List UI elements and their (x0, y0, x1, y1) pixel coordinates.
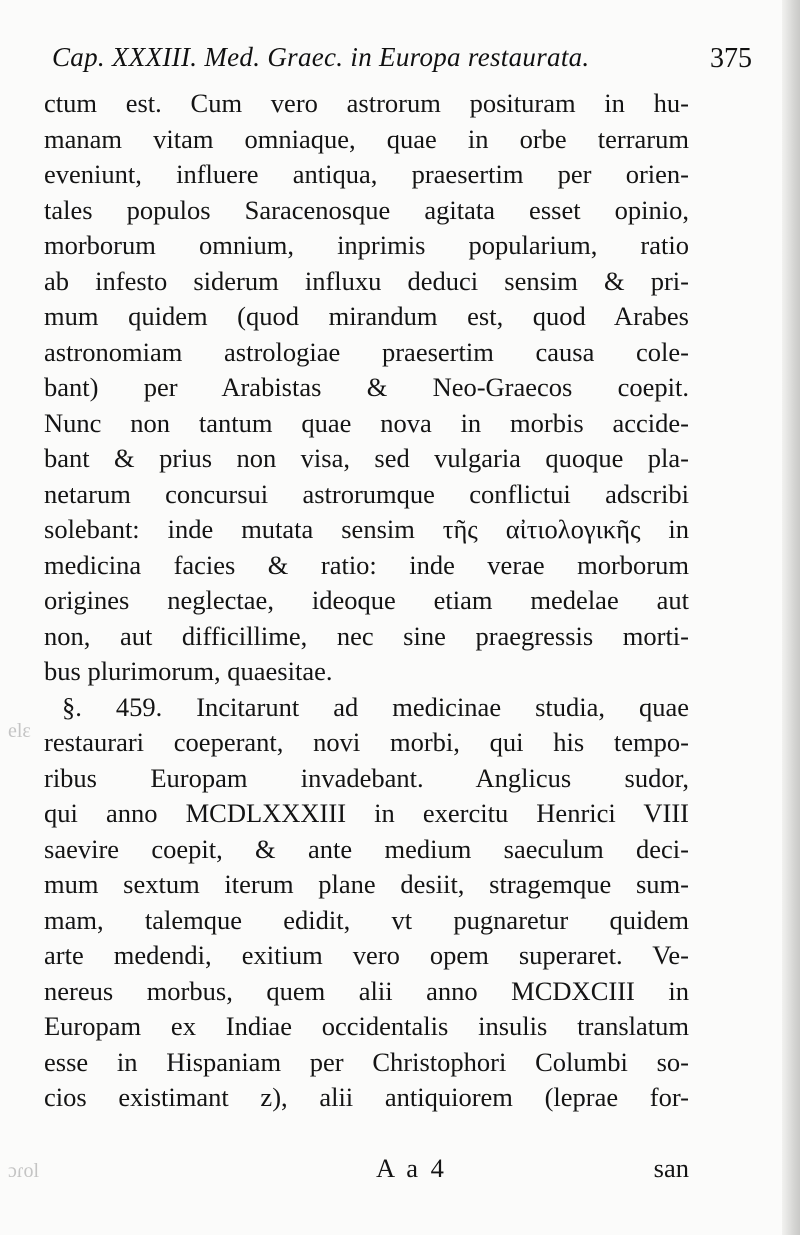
text-line: nereus morbus, quem alii anno MCDXCIII in (44, 975, 689, 1006)
text-line: netarum concursui astrorumque conflictui adscribi (44, 478, 689, 509)
text-line: mam, talemque edidit, vt pugnaretur quidem (44, 904, 689, 935)
section-heading-line: §. 459. Incitarunt ad medicinae studia, quae (62, 691, 689, 722)
text-line: ribus Europam invadebant. Anglicus sudor, (44, 762, 689, 793)
text-line: restaurari coeperant, novi morbi, qui his tempo- (44, 727, 689, 757)
text-line: ab infesto siderum influxu deduci sensim & pri- (44, 265, 689, 296)
text-line: medicina facies & ratio: inde verae morborum (44, 549, 689, 580)
paragraph-end-line: bus plurimorum, quaesitae. (44, 656, 333, 686)
text-line: Europam ex Indiae occidentalis insulis translatum (44, 1011, 689, 1041)
text-line: Nunc non tantum quae nova in morbis accide- (44, 407, 689, 438)
text-line: mum quidem (quod mirandum est, quod Arabes (44, 301, 689, 331)
text-line: ctum est. Cum vero astrorum posituram in hu- (44, 88, 689, 118)
text-line: bant) per Arabistas & Neo-Graecos coepit. (44, 372, 689, 402)
text-line: origines neglectae, ideoque etiam medelae aut (44, 585, 689, 615)
text-line: eveniunt, influere antiqua, praesertim per orien- (44, 159, 689, 189)
page-number: 375 (710, 43, 752, 74)
text-line: qui anno MCDLXXXIII in exercitu Henrici VIII (44, 798, 689, 828)
catchword: san (653, 1153, 689, 1183)
text-line: mum sextum iterum plane desiit, stragemque sum- (44, 869, 689, 899)
text-line: tales populos Saracenosque agitata esset opinio, (44, 194, 689, 225)
signature-mark: A a 4 (376, 1153, 447, 1183)
bleed-through-text: ɔɾol (8, 1160, 40, 1182)
text-line: manam vitam omniaque, quae in orbe terrarum (44, 123, 689, 154)
text-line: saevire coepit, & ante medium saeculum deci- (44, 833, 689, 864)
page-header (52, 42, 752, 82)
text-line: cios existimant z), alii antiquiorem (leprae for- (44, 1082, 689, 1112)
text-line: morborum omnium, inprimis popularium, ratio (44, 230, 689, 260)
text-line: solebant: inde mutata sensim τῆς αἰτιολογικῆς in (44, 514, 689, 544)
text-line: astronomiam astrologiae praesertim causa cole- (44, 336, 689, 367)
bleed-through-text: elε (8, 720, 31, 742)
text-line: bant & prius non visa, sed vulgaria quoque pla- (44, 443, 689, 473)
page-footer (44, 1153, 689, 1189)
text-line: esse in Hispaniam per Christophori Columbi so- (44, 1046, 689, 1077)
running-head: Cap. XXXIII. Med. Graec. in Europa restaurata. (52, 42, 590, 72)
page-edge-shadow (782, 0, 800, 1235)
text-line: arte medendi, exitium vero opem superaret. Ve- (44, 940, 689, 970)
body-text (44, 86, 689, 1116)
text-line: non, aut difficillime, nec sine praegressis morti- (44, 620, 689, 651)
